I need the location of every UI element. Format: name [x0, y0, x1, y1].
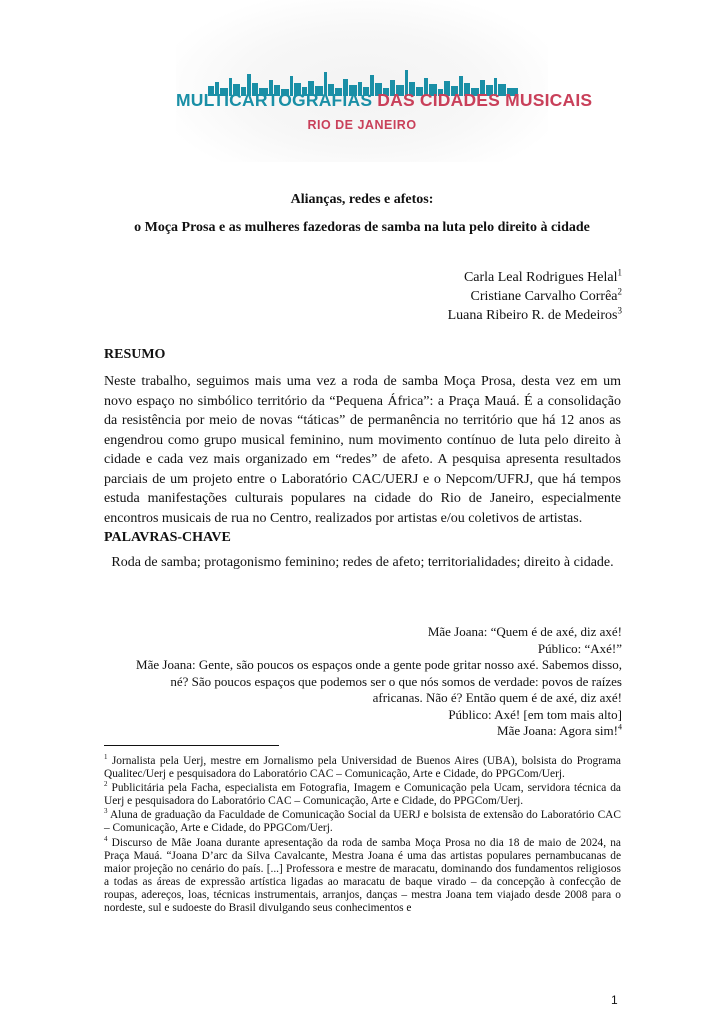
- epigraph-line: Mãe Joana: Agora sim!: [497, 723, 618, 738]
- epigraph-line: Mãe Joana: “Quem é de axé, diz axé!: [427, 624, 622, 639]
- author-name: Cristiane Carvalho Corrêa: [470, 289, 618, 304]
- logo-title-part1: MULTICARTOGRAFIAS: [176, 90, 373, 110]
- footnotes: [104, 755, 621, 916]
- paper-title-line2: o Moça Prosa e as mulheres fazedoras de samba na luta pelo direito à cidade: [134, 220, 590, 235]
- footnote-text: Aluna de graduação da Faculdade de Comunicação Social da UERJ e bolsista de extensão do Laboratório CAC – Comunicação, Arte e Cidade, do PPGCom/Uerj.: [104, 809, 621, 835]
- footnote-mark: 3: [617, 305, 622, 316]
- epigraph-line: Público: “Axé!”: [537, 640, 622, 656]
- keywords-text: Roda de samba; protagonismo feminino; redes de afeto; territorialidades; direito à cidade.: [111, 555, 614, 570]
- epigraph-line: africanas. Não é? Então quem é de axé, diz axé!: [372, 690, 622, 705]
- resumo-heading: RESUMO: [104, 347, 166, 362]
- footnote-mark: 2: [617, 286, 622, 297]
- author-line: [448, 306, 622, 325]
- footnote-text: Publicitária pela Facha, especialista em Fotografia, Imagem e Comunicação pela Ucam, servidora técnica da Uerj e pesquisadora do Laboratório CAC – Comunicação, Arte e Cidade, do PPGCom/Uerj.: [104, 782, 621, 808]
- author-line: [448, 268, 622, 287]
- paper-title-line1: Alianças, redes e afetos:: [290, 192, 434, 207]
- epigraph-line: né? São poucos espaços que podemos ser o que nós somos de verdade: povos de raízes: [170, 673, 622, 689]
- footnote-number: 3: [104, 807, 108, 816]
- footnote-number: 2: [104, 780, 108, 789]
- author-line: [448, 287, 622, 306]
- author-list: [448, 268, 622, 325]
- page-number: 1: [611, 993, 618, 1007]
- footnote: [104, 834, 621, 916]
- footnote-text: Discurso de Mãe Joana durante apresentação da roda de samba Moça Prosa no dia 18 de maio de 2024, na Praça Mauá. “Joana D’arc da Silva Cavalcante, Mestra Joana é uma das artistas populares pernambucanas de maior projeção no cenário do país. [...] Professora e mestre de maracatu, dominando dos fundamentos religiosos a todas as áreas de expressão artística ligadas ao maracatu de baque virado – da concepção à confecção de roupas, adereços, loas, técnicas instrumentais, arranjos, danças – mestra Joana tem viajado desde 2008 para o nordeste, sul e sudoeste do Brasil divulgando seus conhecimentos e: [104, 836, 621, 915]
- epigraph-line: Mãe Joana: Gente, são poucos os espaços onde a gente pode gritar nosso axé. Sabemos disso,: [136, 657, 622, 672]
- footnote-mark: 4: [618, 722, 622, 732]
- author-name: Luana Ribeiro R. de Medeiros: [447, 308, 618, 323]
- footnote-number: 4: [104, 834, 108, 843]
- keywords-heading: PALAVRAS-CHAVE: [104, 530, 231, 545]
- header-banner: [176, 0, 593, 162]
- footnote-divider: [104, 745, 279, 746]
- epigraph-line: Público: Axé! [em tom mais alto]: [448, 706, 622, 722]
- logo-title-part2: DAS CIDADES MUSICAIS: [372, 90, 593, 110]
- logo-title: [176, 90, 593, 111]
- footnote-mark: 1: [617, 267, 622, 278]
- footnote-text: Jornalista pela Uerj, mestre em Jornalismo pela Universidad de Buenos Aires (UBA), bolsista do Programa Qualitec/Uerj e pesquisadora do Laboratório CAC – Comunicação, Arte e Cidade, do PPGCom/Uerj.: [104, 755, 621, 781]
- footnote: [104, 782, 621, 808]
- author-name: Carla Leal Rodrigues Helal: [463, 270, 618, 285]
- footnote-number: 1: [104, 753, 108, 762]
- logo-subtitle: RIO DE JANEIRO: [307, 118, 417, 132]
- footnote: [104, 755, 621, 781]
- resumo-text: Neste trabalho, seguimos mais uma vez a roda de samba Moça Prosa, desta vez em um novo espaço no simbólico território da “Pequena África”: a Praça Mauá. É a consolidação da resistência por meio de novas “táticas” de permanência no território que há 12 anos as engendrou como grupo musical feminino, num movimento contínuo de luta pelo direito à cidade e cada vez mais organizado em “redes” de afeto. A pesquisa apresenta resultados parciais de um projeto entre o Laboratório CAC/UERJ e o Nepcom/UFRJ, que há tempos estuda manifestações culturais populares na cidade do Rio de Janeiro, especialmente encontros musicais de rua no Centro, realizados por artistas e/ou coletivos de artistas.: [104, 374, 621, 526]
- epigraph: [62, 624, 622, 740]
- footnote: [104, 809, 621, 835]
- epigraph-line-last: [62, 723, 622, 740]
